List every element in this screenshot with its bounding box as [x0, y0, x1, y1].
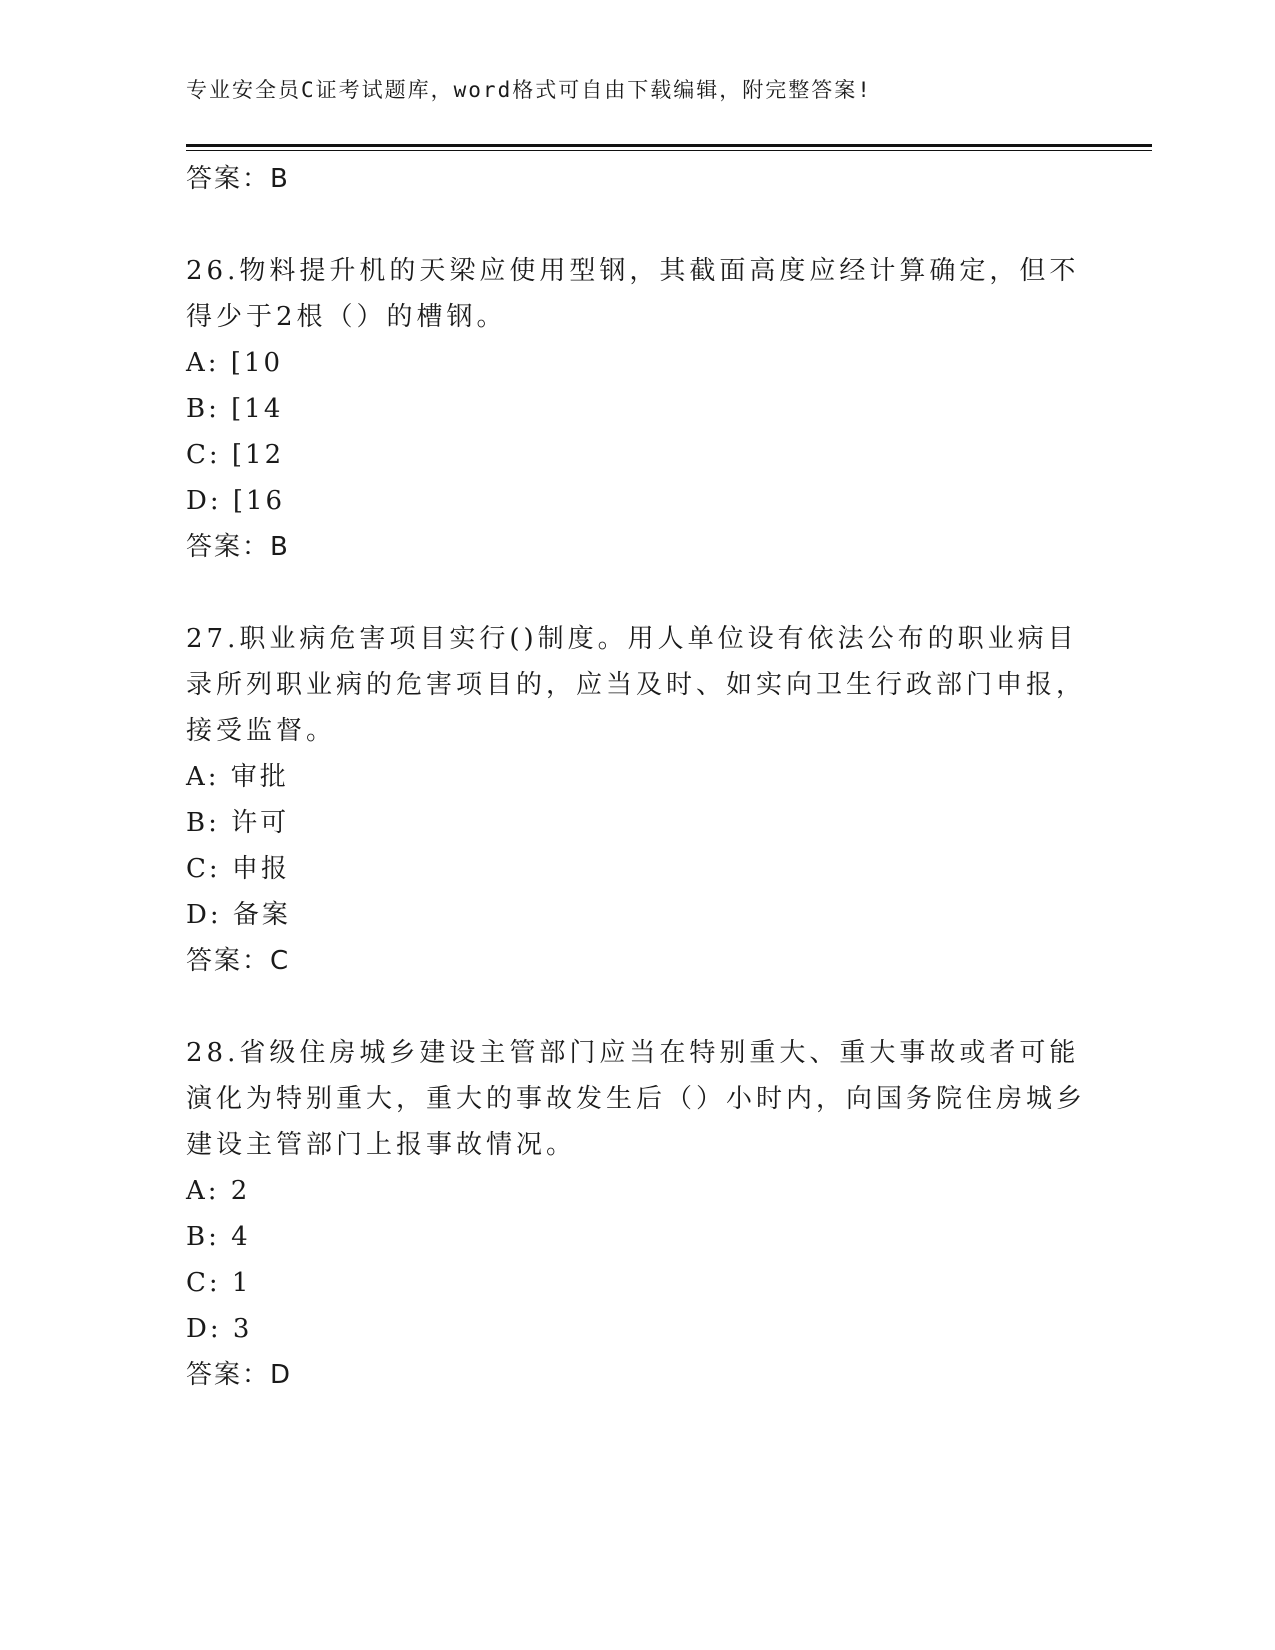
previous-answer: 答案：B — [186, 164, 290, 194]
answer: 答案：D — [186, 1360, 293, 1390]
question-26 — [186, 248, 1086, 570]
answer: 答案：B — [186, 532, 290, 562]
option-c: C: 申报 — [186, 854, 290, 884]
option-c: C: [12 — [186, 440, 285, 470]
option-b: B: 4 — [186, 1222, 251, 1252]
option-d: D: 3 — [186, 1314, 253, 1344]
header-rule-thick — [186, 144, 1152, 147]
option-a: A: [10 — [186, 348, 284, 378]
option-b: B: [14 — [186, 394, 284, 424]
option-a: A: 审批 — [186, 762, 289, 792]
option-b: B: 许可 — [186, 808, 290, 838]
question-text: 26.物料提升机的天梁应使用型钢，其截面高度应经计算确定，但不得少于2根（）的槽钢。 — [186, 256, 1080, 332]
question-text: 27.职业病危害项目实行()制度。用人单位设有依法公布的职业病目录所列职业病的危害项目的，应当及时、如实向卫生行政部门申报，接受监督。 — [186, 624, 1087, 746]
question-text: 28.省级住房城乡建设主管部门应当在特别重大、重大事故或者可能演化为特别重大，重大的事故发生后（）小时内，向国务院住房城乡建设主管部门上报事故情况。 — [186, 1038, 1087, 1160]
question-28 — [186, 1030, 1086, 1398]
option-a: A: 2 — [186, 1176, 251, 1206]
question-27 — [186, 616, 1086, 984]
answer: 答案：C — [186, 946, 291, 976]
page-header-text: 专业安全员C证考试题库，word格式可自由下载编辑，附完整答案! — [186, 78, 872, 102]
header-rule-thin — [186, 150, 1152, 151]
question-list — [186, 156, 1086, 1398]
option-d: D: [16 — [186, 486, 286, 516]
option-d: D: 备案 — [186, 900, 291, 930]
option-c: C: 1 — [186, 1268, 252, 1298]
